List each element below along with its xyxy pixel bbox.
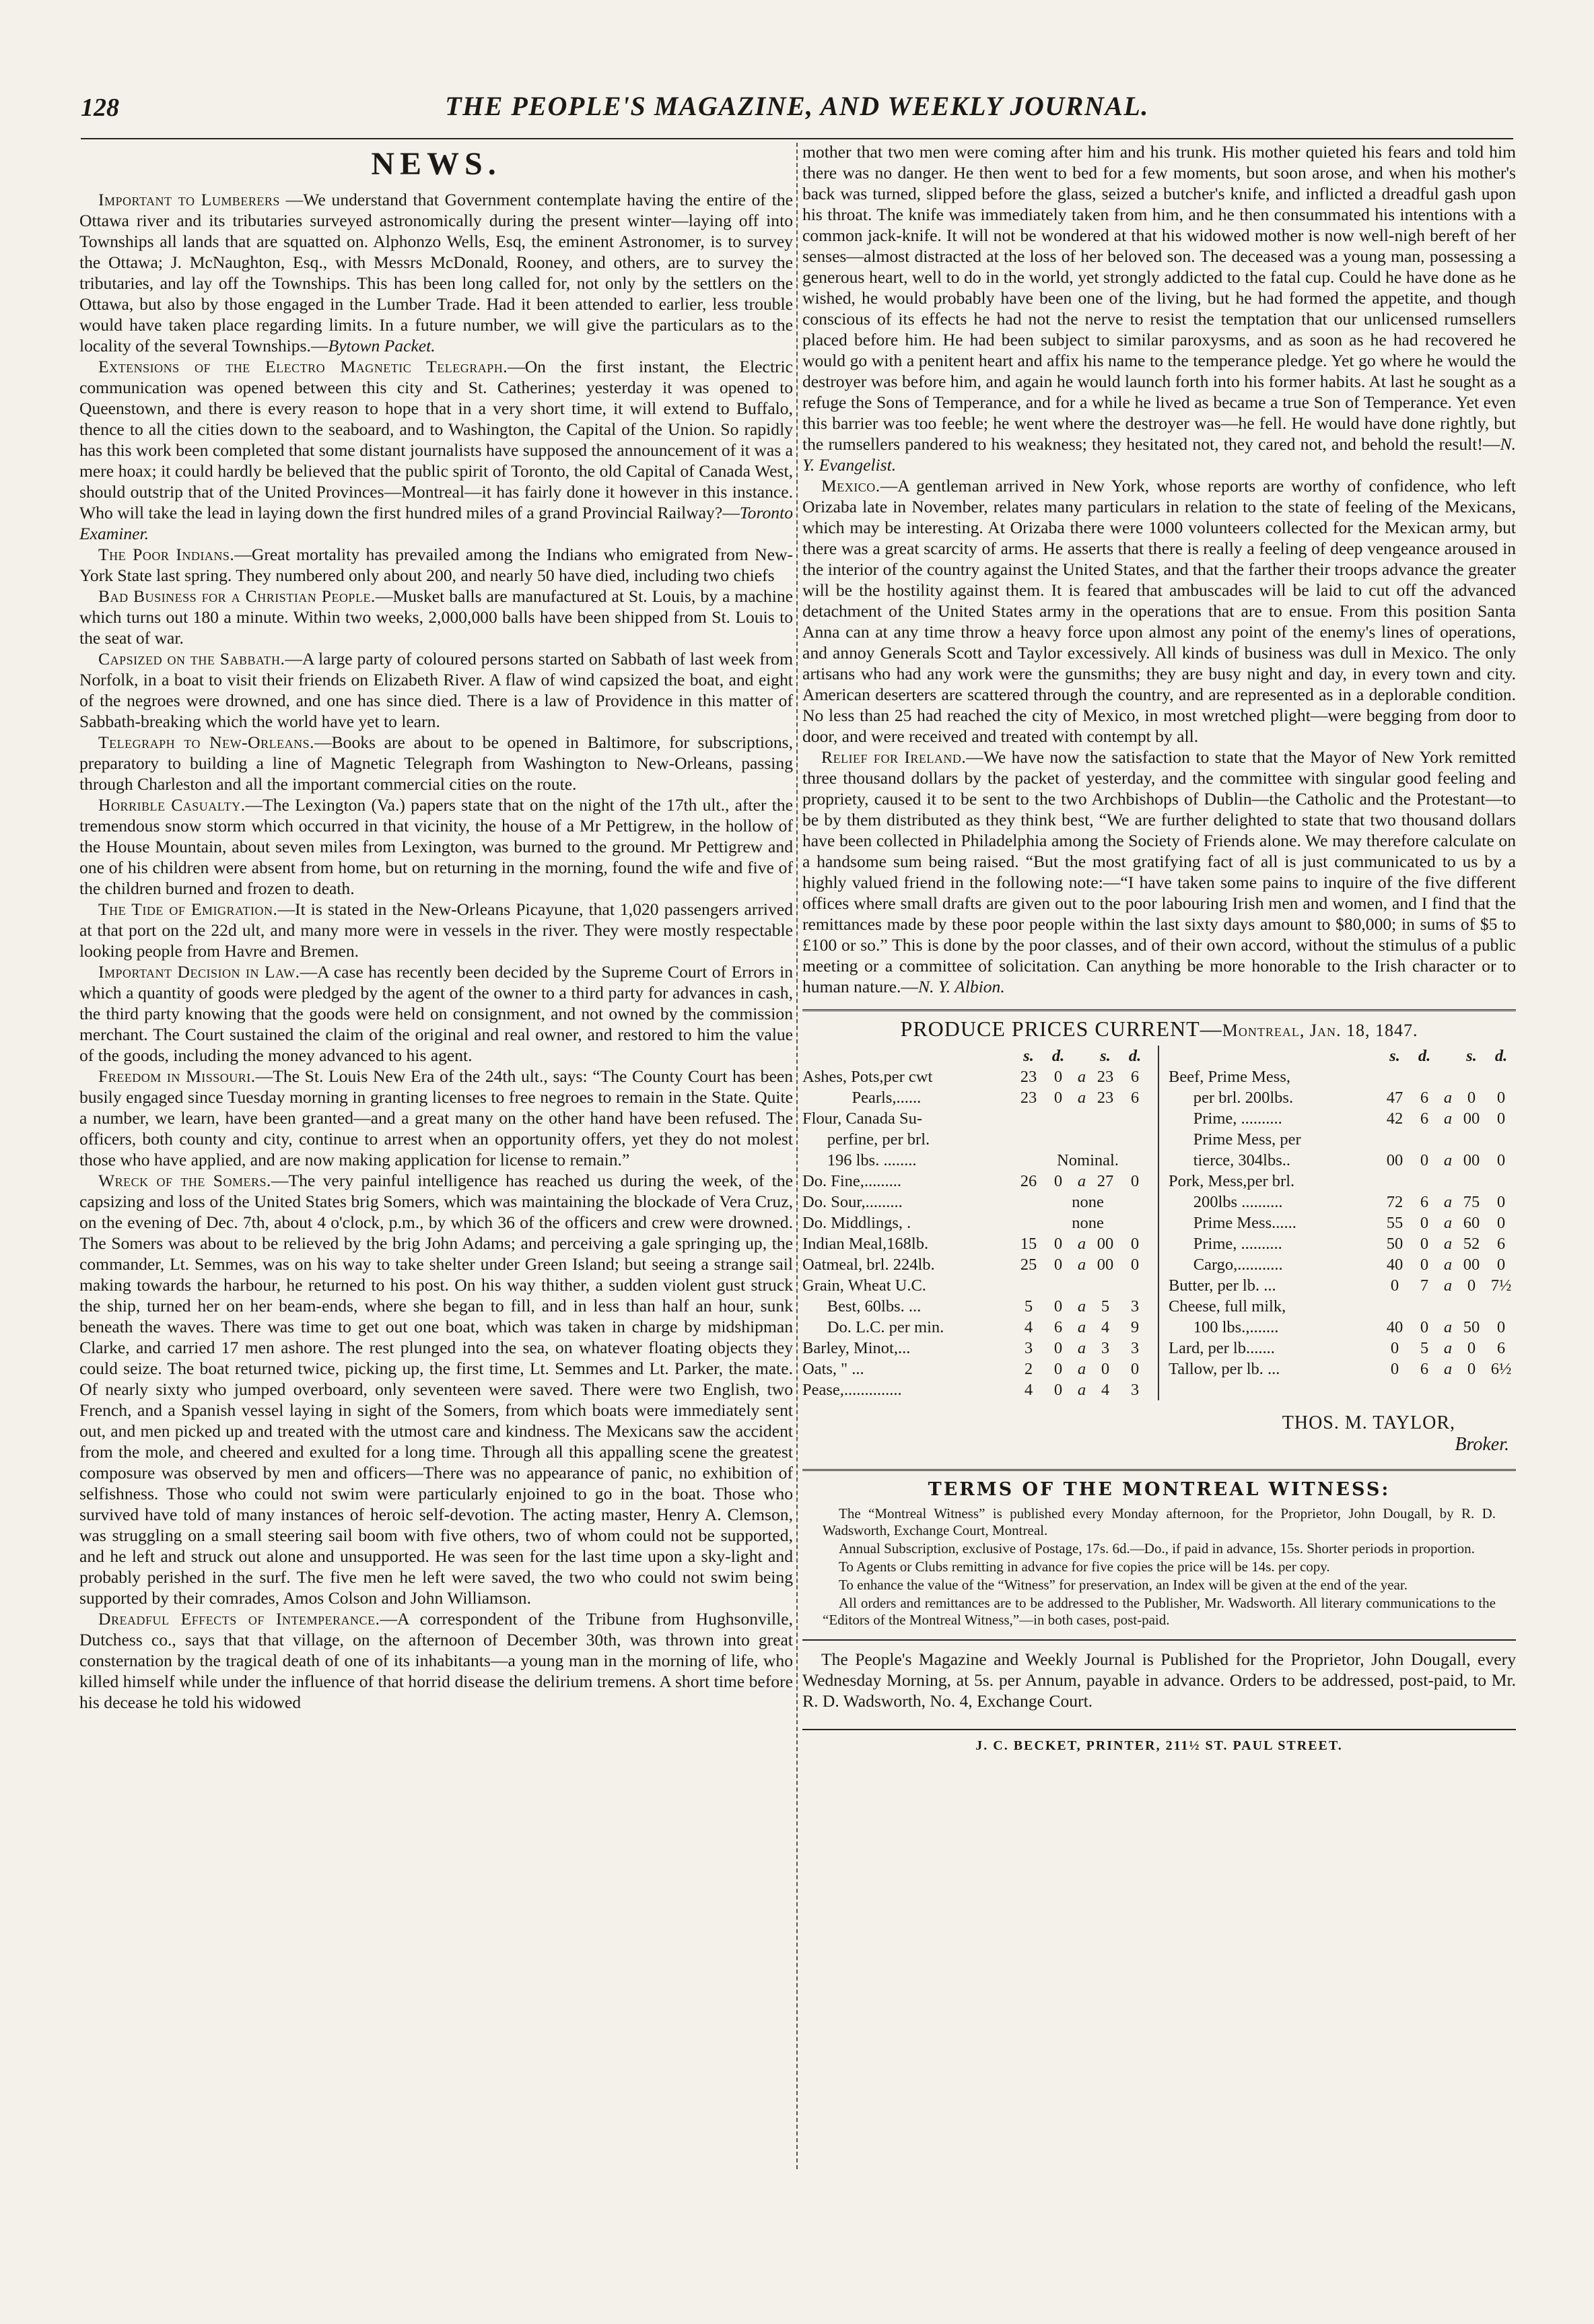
news-item-heading: Horrible Casualty. xyxy=(98,795,246,815)
news-item-heading: Telegraph to New-Orleans. xyxy=(98,732,314,752)
price-value: 0 xyxy=(1053,1381,1063,1399)
price-row xyxy=(802,1212,1150,1233)
price-value xyxy=(1073,1108,1090,1129)
price-value: a xyxy=(1077,1256,1086,1274)
price-commodity: Butter, per lb. ... xyxy=(1169,1276,1276,1295)
price-value: 7 xyxy=(1420,1276,1429,1295)
price-value: 00 xyxy=(1463,1151,1480,1169)
page-number: 128 xyxy=(81,94,119,122)
news-item-text: —Books are about to be opened in Baltimore, for subscriptions, preparatory to building a line of Magnetic Telegraph from Washington to New-Orleans, passing through Charleston and all the important commercial cities on the route. xyxy=(79,732,793,794)
price-value: 55 xyxy=(1386,1214,1404,1232)
price-value: 52 xyxy=(1463,1235,1480,1253)
price-value xyxy=(1120,1108,1150,1129)
price-row xyxy=(802,1087,1150,1108)
publication-note-text: The People's Magazine and Weekly Journal is Published for the Proprietor, John Dougall, every Wednesday Morning, at 5s. per Annum, payable in advance. Orders to be addressed, post-paid, to Mr. R. D. Wadsworth, No. 4, Exchange Court. xyxy=(802,1649,1516,1711)
price-value: 25 xyxy=(1020,1256,1037,1274)
news-item-heading: Mexico. xyxy=(821,476,880,495)
price-value: 0 xyxy=(1420,1151,1429,1169)
price-value: 0 xyxy=(1101,1360,1110,1378)
news-heading: NEWS. xyxy=(371,146,501,182)
price-value: 75 xyxy=(1463,1193,1480,1211)
prices-right-column xyxy=(1159,1046,1516,1400)
price-value: 6½ xyxy=(1490,1360,1512,1378)
price-row xyxy=(802,1338,1150,1359)
left-news-items xyxy=(79,189,793,1713)
price-commodity: Pearls,...... xyxy=(802,1089,922,1107)
price-commodity: 100 lbs.,....... xyxy=(1169,1318,1279,1336)
price-commodity: perfine, per brl. xyxy=(802,1130,930,1149)
news-item-text: —Great mortality has prevailed among the Indians who emigrated from New-York State last spring. They numbered only about 200, and nearly 50 have died, including two chiefs xyxy=(79,545,793,585)
price-value xyxy=(1073,1129,1090,1150)
price-row xyxy=(1169,1087,1516,1108)
price-commodity: Lard, per lb....... xyxy=(1169,1339,1275,1357)
price-value xyxy=(1073,1275,1090,1296)
price-value: 6 xyxy=(1420,1193,1429,1211)
news-item-heading: Important Decision in Law. xyxy=(98,962,300,982)
price-value: 4 xyxy=(1101,1381,1110,1399)
terms-lines xyxy=(802,1505,1516,1629)
price-commodity: 200lbs .......... xyxy=(1169,1193,1283,1211)
price-value: 0 xyxy=(1467,1339,1476,1357)
price-value: 6 xyxy=(1130,1089,1140,1107)
price-value: 0 xyxy=(1130,1235,1140,1253)
prices-unit-header: d. xyxy=(1494,1047,1508,1065)
prices-left-column xyxy=(802,1046,1159,1400)
price-row xyxy=(802,1129,1150,1150)
news-item xyxy=(802,747,1516,997)
terms-line: To Agents or Clubs remitting in advance for five copies the price will be 14s. per copy. xyxy=(839,1559,1330,1575)
price-value: a xyxy=(1077,1360,1086,1378)
price-value xyxy=(1410,1296,1439,1317)
right-news-items xyxy=(802,141,1516,997)
news-item-heading: Capsized on the Sabbath. xyxy=(98,649,285,669)
news-item-heading: Extensions of the Electro Magnetic Telegraph. xyxy=(98,357,508,376)
price-value: 9 xyxy=(1130,1318,1140,1336)
price-value: 0 xyxy=(1420,1318,1429,1336)
news-item xyxy=(79,356,793,544)
price-value: 40 xyxy=(1386,1256,1404,1274)
price-value: 6 xyxy=(1420,1109,1429,1128)
price-value: 60 xyxy=(1463,1214,1480,1232)
price-value xyxy=(1090,1108,1120,1129)
price-value xyxy=(1014,1275,1043,1296)
price-value: 50 xyxy=(1463,1318,1480,1336)
broker-signature xyxy=(802,1412,1516,1456)
price-commodity: Oats, " ... xyxy=(802,1360,864,1378)
price-commodity: tierce, 304lbs.. xyxy=(1169,1151,1290,1169)
terms-section xyxy=(802,1469,1516,1629)
price-value xyxy=(1486,1129,1516,1150)
price-value xyxy=(1410,1171,1439,1192)
price-value: 23 xyxy=(1020,1068,1037,1086)
publication-note xyxy=(802,1639,1516,1711)
price-row xyxy=(1169,1338,1516,1359)
news-item-text: —The St. Louis New Era of the 24th ult., says: “The County Court has been busily engaged since Tuesday morning in granting licenses to free negroes to remain in the State. Quite a number, we learn, have been granted—and a great many on the other hand have been refused. The officers, both county and city, continue to arrest when an opportunity offers, yet they do not molest those who have applied, and are now making application for license to remain.” xyxy=(79,1066,793,1169)
price-value: 0 xyxy=(1420,1256,1429,1274)
news-item-text: —Musket balls are manufactured at St. Louis, by a machine which turns out 180 a minute. Within two weeks, 2,000,000 balls have been shipped from St. Louis to the seat of war. xyxy=(79,586,793,648)
prices-unit-header: d. xyxy=(1128,1047,1142,1065)
price-commodity: Ashes, Pots,per cwt xyxy=(802,1068,933,1086)
right-column xyxy=(802,141,1516,2230)
price-value: 3 xyxy=(1024,1339,1033,1357)
price-value: 3 xyxy=(1130,1339,1140,1357)
news-item xyxy=(79,586,793,648)
news-item xyxy=(79,1608,793,1713)
price-commodity: Do. Middlings, . xyxy=(802,1214,911,1232)
price-value: 7½ xyxy=(1490,1276,1512,1295)
price-value: 6 xyxy=(1053,1318,1063,1336)
price-value xyxy=(1120,1275,1150,1296)
prices-header-spacer xyxy=(1169,1046,1380,1066)
price-value: 0 xyxy=(1420,1214,1429,1232)
prices-unit-header: s. xyxy=(1023,1047,1034,1065)
price-value xyxy=(1486,1171,1516,1192)
printer-imprint: J. C. BECKET, PRINTER, 211½ ST. PAUL STREET. xyxy=(802,1729,1516,1754)
price-value xyxy=(1380,1171,1410,1192)
news-item-source: N. Y. Evangelist. xyxy=(802,434,1516,475)
price-value xyxy=(1380,1296,1410,1317)
price-commodity: Prime, .......... xyxy=(1169,1235,1282,1253)
prices-unit-header: d. xyxy=(1051,1047,1065,1065)
price-row xyxy=(1169,1192,1516,1212)
broker-name: THOS. M. TAYLOR, xyxy=(1282,1412,1455,1433)
price-value xyxy=(1043,1129,1073,1150)
terms-line: To enhance the value of the “Witness” for preservation, an Index will be given at the end of the year. xyxy=(839,1577,1408,1593)
terms-heading: TERMS OF THE MONTREAL WITNESS: xyxy=(928,1479,1391,1500)
price-value: a xyxy=(1443,1214,1453,1232)
prices-header-spacer xyxy=(802,1046,1014,1066)
news-item-heading: Bad Business for a Christian People. xyxy=(98,586,376,606)
price-value: 0 xyxy=(1496,1318,1506,1336)
news-item xyxy=(79,648,793,732)
price-row xyxy=(802,1296,1150,1317)
price-commodity: Pease,.............. xyxy=(802,1381,902,1399)
price-value: 4 xyxy=(1024,1381,1033,1399)
price-value xyxy=(1043,1275,1073,1296)
price-value: 0 xyxy=(1130,1360,1140,1378)
price-commodity: Cheese, full milk, xyxy=(1169,1297,1286,1315)
price-row xyxy=(802,1066,1150,1087)
price-row xyxy=(1169,1066,1516,1087)
price-value: 40 xyxy=(1386,1318,1404,1336)
price-value: 0 xyxy=(1053,1360,1063,1378)
news-item xyxy=(802,141,1516,475)
price-value: 6 xyxy=(1420,1089,1429,1107)
price-value: 3 xyxy=(1130,1297,1140,1315)
price-value: 47 xyxy=(1386,1089,1404,1107)
price-value: 0 xyxy=(1390,1339,1399,1357)
news-item-text: —A gentleman arrived in New York, whose reports are worthy of confidence, who left Orizaba late in November, relates many particulars in relation to the state of feeling of the Mexicans, which may be interesting. At Orizaba there were 1000 volunteers collected for the Mexican army, but there was a great scarcity of arms. He asserts that there is really a feeling of deep vengeance aroused in the interior of the country against the United States, and that the farther their troops advance the greater will be the hostility against them. It is feared that ambuscades will be laid to cut off the advanced detachment of the United States army in the operations that are to ensue. From this position Santa Anna can at any time throw a heavy force upon almost any point of the enemy's lines of operations, and annoy Generals Scott and Taylor excessively. All kinds of business was dull in Mexico. The only artisans who had any work were the gunsmiths; they are busy night and day, in every town and city. American deserters are scattered through the country, and are represented as in a deplorable condition. No less than 25 had reached the city of Mexico, in most wretched plight—were begging from door to door, and were received and treated with contempt by all. xyxy=(802,476,1516,746)
price-row xyxy=(1169,1296,1516,1317)
price-note: none xyxy=(1072,1193,1104,1211)
price-row xyxy=(1169,1150,1516,1171)
price-value xyxy=(1090,1275,1120,1296)
news-item-source: N. Y. Albion. xyxy=(918,977,1005,996)
price-commodity: Do. Sour,......... xyxy=(802,1193,903,1211)
news-item-text: —We understand that Government contemplate having the entire of the Ottawa river and its tributaries surveyed astronomically during the present winter—laying off into Townships all lands that are squatted on. Alphonzo Wells, Esq, the eminent Astronomer, is to survey the Ottawa; J. McNaughton, Esq., with Messrs McDonald, Rooney, and others, are to survey the tributaries, and lay off the Townships. This has been long called for, not only by the settlers on the Ottawa, but also by those engaged in the Lumber Trade. Had it been attended to earlier, less trouble would have taken place regarding limits. In a future number, we will give the particulars as to the locality of the several Townships.— xyxy=(79,190,793,355)
news-item-text: —The Lexington (Va.) papers state that on the night of the 17th ult., after the tremendous snow storm which occurred in that vicinity, the house of a Mr Pettigrew, in the hollow of the House Mountain, about seven miles from Lexington, was burned to the ground. Mr Pettigrew and one of his children were absent from home, but on returning in the morning, found the wife and five of the children burned and frozen to death. xyxy=(79,795,793,898)
price-note: none xyxy=(1072,1214,1104,1232)
price-value: 4 xyxy=(1024,1318,1033,1336)
news-item-text: —It is stated in the New-Orleans Picayune, that 1,020 passengers arrived at that port on the 22d ult, and many more were in vessels in the river. They were mostly respectable looking people from Havre and Bremen. xyxy=(79,899,793,961)
price-value xyxy=(1410,1129,1439,1150)
news-item-heading: The Tide of Emigration. xyxy=(98,899,278,919)
news-item-heading: The Poor Indians. xyxy=(98,545,235,564)
price-value: 6 xyxy=(1496,1235,1506,1253)
news-item-text: —A case has recently been decided by the Supreme Court of Errors in which a quantity of goods were pledged by the agent of the owner to a third party for advances in cash, the third party knowing that the goods were held on consignment, and not owned by the commission merchant. The Court sustained the claim of the original and real owner, and restored to him the value of the goods, including the money advanced to his agent. xyxy=(79,962,793,1065)
price-value xyxy=(1380,1066,1410,1087)
running-header xyxy=(81,79,1513,133)
price-value xyxy=(1014,1129,1043,1150)
price-value: 6 xyxy=(1130,1068,1140,1086)
price-value: 0 xyxy=(1467,1360,1476,1378)
price-row xyxy=(1169,1275,1516,1296)
price-value: a xyxy=(1077,1318,1086,1336)
price-value: 23 xyxy=(1097,1068,1114,1086)
journal-title: THE PEOPLE'S MAGAZINE, AND WEEKLY JOURNAL. xyxy=(445,91,1149,121)
price-row xyxy=(802,1317,1150,1338)
price-value xyxy=(1457,1171,1486,1192)
news-item xyxy=(79,1170,793,1608)
news-item-text: —The very painful intelligence has reached us during the week, of the capsizing and loss of the United States brig Somers, which was maintaining the blockade of Vera Cruz, on the evening of Dec. 7th, about 4 o'clock, p.m., by which 36 of the officers and crew were drowned. The Somers was about to be relieved by the brig John Adams; and perceiving a gale springing up, the commander, Lt. Semmes, was on his way to take shelter under Green Island; but seeing a strange sail making towards the harbour, he returned to his post. On his way thither, a sudden violent gust struck the ship, turned her on her beam-ends, where she began to fill, and in less than half an hour, sunk beneath the waves. There was time to get out one boat, which was taken in charge by midshipman Clarke, and carried 17 men ashore. The rest plunged into the sea, on whatever floating objects they could seize. The boat returned twice, picking up, the first time, Lt. Semmes and Lt. Parker, the mate. Of nearly sixty who jumped overboard, only seventeen were saved. There were two English, two French, and a Spanish vessel laying in sight of the Somers, from which boats were immediately sent out, and men picked up and treated with the utmost care and kindness. The Mexicans saw the accident from the mole, and cheered and exulted for a long time. Through all this appalling scene the greatest composure was observed by men and officers—There was no appearance of panic, no exhibition of selfishness. Those who could not swim were particularly enjoined to go in the boat. Those who survived have told of many instances of heroic self-devotion. The acting master, Henry A. Clemson, was struggling on a small steering sail boom with five others, two of whom could not be supported, and he left and struck out alone and unsupported. He was seen for the last time upon a sky-light and probably perished in the surf. The five men he left were saved, the two who could not swim being supported by their comrades, Amos Colson and John Williamson. xyxy=(79,1171,793,1608)
price-commodity: Grain, Wheat U.C. xyxy=(802,1276,926,1295)
news-item xyxy=(79,189,793,356)
price-value xyxy=(1486,1066,1516,1087)
broker-title: Broker. xyxy=(1455,1434,1509,1455)
price-value: a xyxy=(1077,1297,1086,1315)
news-item-text: —We have now the satisfaction to state that the Mayor of New York remitted three thousand dollars by the packet of yesterday, and the committee with singular good feeling and propriety, caused it to be sent to the two Archbishops of Dublin—the Catholic and the Protestant—to be by them distributed as they think best, “We are further delighted to state that two thousand dollars have been collected in Philadelphia among the Society of Friends alone. We may therefore calculate on a handsome sum being raised. “But the most gratifying fact of all is just communicated to us by a highly valued friend in the following note:—“I have taken some pains to inquire of the five different offices where small drafts are given out to the poor labouring Irish men and women, and I find that the remittances made by these poor people within the last sixty days amount to $80,000; in sums of $5 to £100 or so.” This is done by the poor classes, and of their own accord, without the stimulus of a public meeting or a committee of solicitation. Can anything be more honorable to the Irish character or to human nature.— xyxy=(802,747,1516,996)
price-value: a xyxy=(1077,1172,1086,1190)
price-commodity: per brl. 200lbs. xyxy=(1169,1089,1294,1107)
price-commodity: Tallow, per lb. ... xyxy=(1169,1360,1280,1378)
price-value: a xyxy=(1443,1276,1453,1295)
price-commodity: Prime Mess, per xyxy=(1169,1130,1301,1149)
price-row xyxy=(1169,1359,1516,1379)
price-commodity: Do. L.C. per min. xyxy=(802,1318,944,1336)
prices-location-date: Montreal, Jan. 18, 1847. xyxy=(1222,1021,1418,1040)
price-value: 0 xyxy=(1390,1276,1399,1295)
prices-unit-header: s. xyxy=(1100,1047,1111,1065)
price-value: 0 xyxy=(1130,1172,1140,1190)
price-commodity: Pork, Mess,per brl. xyxy=(1169,1172,1295,1190)
price-value: 0 xyxy=(1390,1360,1399,1378)
price-value: 72 xyxy=(1386,1193,1404,1211)
price-commodity: Prime, .......... xyxy=(1169,1109,1282,1128)
prices-title xyxy=(802,1017,1516,1041)
news-item xyxy=(79,961,793,1066)
price-value: 0 xyxy=(1053,1339,1063,1357)
price-value: 00 xyxy=(1097,1235,1114,1253)
news-item xyxy=(79,794,793,899)
price-value: 5 xyxy=(1101,1297,1110,1315)
price-value: a xyxy=(1077,1068,1086,1086)
price-row xyxy=(802,1108,1150,1129)
prices-unit-header: d. xyxy=(1418,1047,1431,1065)
price-value: 0 xyxy=(1467,1089,1476,1107)
prices-unit-header xyxy=(1073,1046,1090,1066)
price-value: 23 xyxy=(1097,1089,1114,1107)
news-item-source: Bytown Packet. xyxy=(328,336,436,355)
column-separator xyxy=(796,143,798,2169)
price-commodity: 196 lbs. ........ xyxy=(802,1151,917,1169)
price-value: 0 xyxy=(1053,1256,1063,1274)
price-commodity: Indian Meal,168lb. xyxy=(802,1235,929,1253)
price-value: 0 xyxy=(1496,1193,1506,1211)
terms-line: The “Montreal Witness” is published every Monday afternoon, for the Proprietor, John Dougall, by R. D. Wadsworth, Exchange Court, Montreal. xyxy=(823,1505,1496,1538)
price-value: a xyxy=(1077,1381,1086,1399)
price-value: 3 xyxy=(1101,1339,1110,1357)
price-value: a xyxy=(1443,1360,1453,1378)
price-value: a xyxy=(1443,1339,1453,1357)
price-row xyxy=(802,1192,1150,1212)
price-value: 0 xyxy=(1130,1256,1140,1274)
prices-table xyxy=(802,1046,1516,1400)
price-value xyxy=(1120,1129,1150,1150)
price-row xyxy=(802,1150,1150,1171)
terms-line: All orders and remittances are to be addressed to the Publisher, Mr. Wadsworth. All literary communications to the “Editors of the Montreal Witness,”—in both cases, post-paid. xyxy=(823,1595,1496,1628)
price-value xyxy=(1410,1066,1439,1087)
price-value xyxy=(1486,1296,1516,1317)
news-item-text: —A correspondent of the Tribune from Hughsonville, Dutchess co., says that that village, on the afternoon of December 30th, was thrown into great consternation by the tragical death of one of its inhabitants—a young man in the morning of life, who killed himself while under the influence of that horrid disease the delirium tremens. A short time before his decease he told his widowed xyxy=(79,1609,793,1712)
news-item-heading: Wreck of the Somers. xyxy=(98,1171,271,1190)
price-value: 0 xyxy=(1496,1089,1506,1107)
price-value: a xyxy=(1077,1235,1086,1253)
prices-column-header xyxy=(1169,1046,1516,1066)
price-value: a xyxy=(1077,1339,1086,1357)
price-row xyxy=(1169,1108,1516,1129)
price-commodity: Beef, Prime Mess, xyxy=(1169,1068,1290,1086)
price-value: a xyxy=(1077,1089,1086,1107)
price-value: a xyxy=(1443,1235,1453,1253)
price-value: a xyxy=(1443,1151,1453,1169)
price-value: 4 xyxy=(1101,1318,1110,1336)
news-item xyxy=(79,899,793,961)
price-value xyxy=(1014,1108,1043,1129)
produce-prices xyxy=(802,1009,1516,1456)
prices-title-text: PRODUCE PRICES CURRENT— xyxy=(900,1017,1222,1041)
price-value: 0 xyxy=(1496,1214,1506,1232)
price-value: 0 xyxy=(1053,1068,1063,1086)
price-note: Nominal. xyxy=(1057,1151,1119,1169)
price-value: 0 xyxy=(1053,1089,1063,1107)
price-value xyxy=(1439,1066,1457,1087)
news-item-text: mother that two men were coming after him and his trunk. His mother quieted his fears and told him there was no danger. He then went to bed for a few moments, but soon arose, and when his mother's back was turned, slipped before the glass, seized a butcher's knife, and inflicted a dreadful gash upon his throat. The knife was immediately taken from him, and he then consummated his intentions with a common jack-knife. It will not be wondered at that his widowed mother is now well-nigh bereft of her senses—almost distracted at the loss of her beloved son. The deceased was a young man, possessing a generous heart, well to do in the world, yet strongly addicted to the fatal cup. Could he have done as he wished, he would probably have been one of the living, but he had formed the appetite, and though conscious of its effects he had not the nerve to resist the temptation that our unlicensed rumsellers placed before him. He had been subject to similar paroxysms, and as soon as he had recovered he would go with a penitent heart and affix his name to the temperance pledge. Yet go where he would the destroyer was before him, and again he would launch forth into his former habits. At last he sought as a refuge the Sons of Temperance, and for a while he lived as became a true Son of Temperance. Yet even this barrier was too feeble; he went where the destroyer was—he fell. He would have done rightly, but the rumsellers pandered to his weakness; they hesitated not, they cared not, and behold the result!— xyxy=(802,142,1516,454)
price-value: 00 xyxy=(1386,1151,1404,1169)
price-value: 6 xyxy=(1496,1339,1506,1357)
price-row xyxy=(1169,1233,1516,1254)
news-item xyxy=(79,1066,793,1170)
price-value xyxy=(1090,1129,1120,1150)
price-value: 00 xyxy=(1097,1256,1114,1274)
price-value: 3 xyxy=(1130,1381,1140,1399)
price-value: a xyxy=(1443,1318,1453,1336)
price-row xyxy=(1169,1171,1516,1192)
price-value: 15 xyxy=(1020,1235,1037,1253)
price-value: 2 xyxy=(1024,1360,1033,1378)
price-value: a xyxy=(1443,1089,1453,1107)
price-commodity: Do. Fine,......... xyxy=(802,1172,901,1190)
price-commodity: Best, 60lbs. ... xyxy=(802,1297,922,1315)
price-value xyxy=(1439,1296,1457,1317)
price-value xyxy=(1457,1129,1486,1150)
news-item-heading: Dreadful Effects of Intemperance. xyxy=(98,1609,380,1629)
price-value: 0 xyxy=(1496,1109,1506,1128)
price-value: 42 xyxy=(1386,1109,1404,1128)
price-value: a xyxy=(1443,1256,1453,1274)
prices-unit-header: s. xyxy=(1389,1047,1400,1065)
price-row xyxy=(1169,1129,1516,1150)
price-value: a xyxy=(1443,1193,1453,1211)
price-value: 0 xyxy=(1496,1151,1506,1169)
price-value: a xyxy=(1443,1109,1453,1128)
price-value xyxy=(1457,1296,1486,1317)
price-row xyxy=(802,1359,1150,1379)
price-row xyxy=(802,1379,1150,1400)
news-item-text: —A large party of coloured persons started on Sabbath of last week from Norfolk, in a boat to visit their friends on Elizabeth River. A flaw of wind capsized the boat, and eight of the negroes were drowned, and one has since died. There is a law of Providence in this matter of Sabbath-breaking which the world have yet to learn. xyxy=(79,649,793,731)
terms-line: Annual Subscription, exclusive of Postage, 17s. 6d.—Do., if paid in advance, 15s. Shorter periods in proportion. xyxy=(839,1540,1475,1557)
price-value: 00 xyxy=(1463,1109,1480,1128)
news-item xyxy=(79,732,793,794)
news-item-heading: Relief for Ireland. xyxy=(821,747,967,767)
price-commodity: Flour, Canada Su- xyxy=(802,1109,922,1128)
price-value: 5 xyxy=(1024,1297,1033,1315)
price-row xyxy=(1169,1254,1516,1275)
price-value xyxy=(1439,1171,1457,1192)
price-value xyxy=(1380,1129,1410,1150)
price-value: 27 xyxy=(1097,1172,1114,1190)
price-row xyxy=(802,1171,1150,1192)
price-value xyxy=(1439,1129,1457,1150)
price-value: 00 xyxy=(1463,1256,1480,1274)
price-commodity: Oatmeal, brl. 224lb. xyxy=(802,1256,935,1274)
price-row xyxy=(1169,1212,1516,1233)
price-commodity: Barley, Minot,... xyxy=(802,1339,911,1357)
news-item xyxy=(802,475,1516,747)
price-value: 0 xyxy=(1053,1235,1063,1253)
price-value: 0 xyxy=(1420,1235,1429,1253)
price-value: 0 xyxy=(1053,1172,1063,1190)
price-value: 50 xyxy=(1386,1235,1404,1253)
price-row xyxy=(1169,1317,1516,1338)
price-value: 0 xyxy=(1496,1256,1506,1274)
header-rule xyxy=(81,138,1513,139)
news-item-source: Toronto Examiner. xyxy=(79,503,793,543)
price-row xyxy=(802,1275,1150,1296)
price-commodity: Prime Mess...... xyxy=(1169,1214,1296,1232)
price-value xyxy=(1043,1108,1073,1129)
prices-unit-header: s. xyxy=(1466,1047,1477,1065)
price-value: 6 xyxy=(1420,1360,1429,1378)
price-value xyxy=(1457,1066,1486,1087)
price-row xyxy=(802,1233,1150,1254)
left-column xyxy=(79,141,793,2230)
news-item-heading: Important to Lumberers xyxy=(98,190,280,209)
prices-unit-header xyxy=(1439,1046,1457,1066)
news-item-text: —On the first instant, the Electric communication was opened between this city and St. Catherines; yesterday it was opened to Queenstown, and there is every reason to hope that in a very short time, it will extend to Buffalo, thence to all the cities down to the seaboard, and to Washington, the Capital of the Union. So rapidly has this work been completed that some distant journalists have supposed the announcement of it was a mere hoax; it could hardly be believed that the public spirit of Toronto, the old Capital of Canada West, should outstrip that of the United Provinces—Montreal—it has fairly done it however in this instance. Who will take the lead in laying down the first hundred miles of a grand Provincial Railway?— xyxy=(79,357,793,522)
news-item-heading: Freedom in Missouri. xyxy=(98,1066,256,1086)
news-item xyxy=(79,544,793,586)
price-value: 23 xyxy=(1020,1089,1037,1107)
price-row xyxy=(802,1254,1150,1275)
price-value: 5 xyxy=(1420,1339,1429,1357)
price-value: 0 xyxy=(1053,1297,1063,1315)
price-value: 26 xyxy=(1020,1172,1037,1190)
prices-column-header xyxy=(802,1046,1150,1066)
price-commodity: Cargo,........... xyxy=(1169,1256,1283,1274)
price-value: 0 xyxy=(1467,1276,1476,1295)
